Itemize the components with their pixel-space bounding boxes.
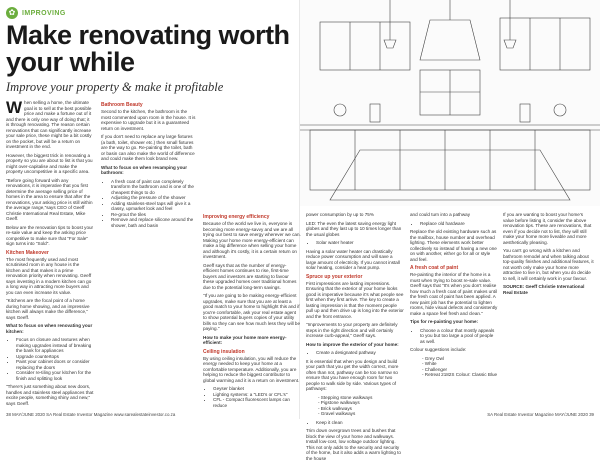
list-item: • Choose a colour that mostly appeals to you but too large a pool of people as well. xyxy=(420,328,498,345)
article-column-6 xyxy=(503,212,595,298)
subheading: Spruce up your exterior xyxy=(306,273,363,280)
leaf-icon: ✿ xyxy=(6,7,18,19)
body-text: "There's just something about new doors, handles and stainless steel appliances that excite people, something shiny and new," says Geeff. xyxy=(6,384,94,406)
list-item: - Pigstone walkways xyxy=(318,400,360,405)
body-text: First impressions are lasting impressions. Ensuring that the exterior of your home looks good is imperative because it's what people see first when they first arrive. The key to create a lasting impression is that the moment people pull up and then drive up is long into the exterior and the front entrance. xyxy=(306,280,404,319)
subheading: A fresh coat of paint xyxy=(410,265,459,271)
footer-right: SA Real Estate Investor Magazine MAY/JUNE 2020 39 xyxy=(487,412,594,417)
bullet-list xyxy=(306,350,404,356)
list-item: • Focus on closure and textures when making upgrades instead of breaking the bank for appliances xyxy=(16,337,94,354)
body-text: hen selling a home, the ultimate goal is to sell at the best possible price and make a fortune out of it and there is only one way of doing that; it is through renovating. The reason certain renovations that can significantly increase your sale price, these might be a bit costly on the pocket, but will be a return on investment in the end. xyxy=(6,100,92,149)
list-item: - Gravel walkways xyxy=(318,411,356,416)
bullet-list xyxy=(6,337,94,381)
list-heading: What to focus on when renovating your kitchen: xyxy=(6,323,93,334)
list-item: • Create a designated pathway xyxy=(316,350,404,356)
body-text: By using ceiling insulation, you will reduce the energy needed to keep your home at a comfortable temperature. Additionally, you are helping to reduce the biggest contributor to global warming and it is a return on investment. xyxy=(203,355,300,383)
body-text: Because of the world we live in, everyone is becoming more energy-savvy and we are all trying our best to save energy wherever we can. Making your home more energy-efficient can make a big difference when selling your home and although it's costly, it is a certain return on investment. xyxy=(203,221,301,259)
list-heading: Tips for re-painting your home: xyxy=(410,319,479,324)
article-column-3 xyxy=(203,212,301,411)
list-item: • Geyser blanket xyxy=(213,386,301,392)
list-item: - Retreat 2182S Colour: Classic Blue xyxy=(422,372,498,377)
body-text: However, the biggest trick in renovating a property so you are about to list is that you might over-capitalise and make the property uncompetitive in a specific area. xyxy=(6,152,93,174)
page-footer xyxy=(0,410,600,419)
list-item: • Adjusting the pressure of the shower xyxy=(111,195,197,201)
bullet-list xyxy=(410,221,498,227)
list-item: - Grey Owl xyxy=(422,355,444,361)
body-text: It is essential that when you design and build your path that you get the width correct, more often than not, pathway can be too narrow so ensure that you have enough room for two people to walk side by side. Various types of pathways: xyxy=(306,358,399,391)
article-column-1 xyxy=(6,100,94,409)
article-column-2 xyxy=(101,100,197,231)
bullet-list xyxy=(306,420,404,426)
source-credit: SOURCE: Geeff Christie International Real Estate xyxy=(503,284,585,295)
body-text: "Kitchens are the focal point of a home during home showing, and an impressive kitchen will always make the difference," says Geeff. xyxy=(6,298,90,320)
body-text: LED: The even the latest saving energy light globes and they last up to 10 times longer than the usual globes xyxy=(306,220,402,237)
subheading: Improving energy efficiency xyxy=(203,214,270,220)
list-item: • Solar water heater xyxy=(316,240,404,246)
list-item: • Upgrade countertops xyxy=(16,354,94,360)
list-heading: What to focus on when revamping your bathroom: xyxy=(101,164,188,175)
body-text: The most frequently used and most scrutinised room in any house is the kitchen and that makes it a prime renovation priority when renovating. Geeff says investing in a modern kitchen can go a long way in attracting more buyers and you can even increase its value. xyxy=(6,256,92,295)
list-item: • Keep it clean xyxy=(316,420,404,426)
deck: Improve your property & make it profitable xyxy=(6,80,224,94)
body-text: Re-painting the interior of the home is a must when trying to boost re-sale value. Geeff says that "It's when you don't realise how much a fresh coat of paint makes until the fresh coat of paint has been applied. A new paint job has the potential to lighten rooms, hide visual defects and consistently make a space feel fresh and clean." xyxy=(410,272,498,316)
article-column-4 xyxy=(306,212,404,464)
body-text: "Improvements to your property are definitely steps in the right direction and will certainly increase curb-appeal," Geeff says. xyxy=(306,322,398,338)
body-text: Second to the kitchen, the bathroom is the most commented upon room in the house. It is expensive to upgrade but it is a guaranteed return on investment. xyxy=(101,109,196,131)
section-label: IMPROVING xyxy=(22,9,66,17)
body-text: If you are wanting to boost your home's value before listing it, consider the above renovation tips. These are renovations, that even if you decide not to list, they will still make your home more liveable and more aesthetically pleasing. xyxy=(503,212,592,245)
body-text: Colour suggestions include: xyxy=(410,347,467,352)
list-item: • Remove and replace silicone around the shower, bath and basin xyxy=(111,217,197,228)
body-text: and could turn into a pathway xyxy=(410,212,471,217)
list-item: • Replace old hardware xyxy=(420,221,498,227)
body-text: Below are the renovation tips to boost your re-sale value and keep the asking price competitive to make sure that "For Sale" sign turns into "Sold". xyxy=(6,224,94,246)
kitchen-sketch-image xyxy=(300,0,600,206)
subheading: Kitchen Makeover xyxy=(6,249,49,256)
list-item: • Paint your cabinet doors or consider replacing the doors xyxy=(16,359,94,370)
subheading: Bathroom Beauty xyxy=(101,102,143,108)
body-text: "Before going forward with any renovations, it is imperative that you first determine the average selling price of homes in the area to ensure that after the renovations, your asking price is still within the average range,"says CEO of Geeff Christie International Real Estate, Mike Geeff. xyxy=(6,177,93,221)
body-text: "If you are going to be making energy-efficient upgrades, make sure that you are at least a good match to your home to highlight this and if you're comfortable, ask your real estate agent to show potential buyers copies of your utility bills so they can see how much less they will be paying." xyxy=(203,293,301,331)
bullet-list xyxy=(203,386,301,408)
bullet-list xyxy=(101,179,197,229)
body-text: Geeff says that as the number of energy-efficient homes continues to rise, first-time buyers and investors are starting to favour these upgraded homes over traditional homes due to the potential long-term savings. xyxy=(203,262,297,290)
drop-cap: W xyxy=(6,98,23,117)
headline: Make renovating worth your while xyxy=(6,20,290,77)
list-item: - White xyxy=(422,361,437,366)
body-text: Trim down overgrown trees and bushes that block the view of your home and walkways. Install low-cost, low voltage outdoor lighting. This not only adds to the security and security of the home, but it also adds a warm lighting to the house xyxy=(306,428,401,461)
body-text: You can't go wrong with a kitchen and bathroom remodel and when talking about top-quality finishes and additional features, it not worth only make your home more attractive to live in, but when you do decide to sell, it will certainly work in your favour. xyxy=(503,248,594,281)
bullet-list xyxy=(306,240,404,246)
body-text: Replace the old existing hardware such as the mailbox, house number and overhead lighting. These elements work better collectively so instead of having a new one on with another, either go for all or style and feel. xyxy=(410,229,497,262)
list-item: • A fresh coat of paint can completely transform the bathroom and is one of the cheapest things to do xyxy=(111,179,197,196)
list-item: • CFL - Compact fluorescent lamps can reduce xyxy=(213,397,301,408)
list-item: • Lighting systems: a "LED's or CFL's" xyxy=(213,392,301,398)
footer-left: 38 MAY/JUNE 2020 SA Real Estate Investor Magazine www.sarealestateinvestor.co.za xyxy=(6,412,176,417)
body-text: power consumption by up to 75% xyxy=(306,212,374,217)
list-item: • Adding stainless-steel taps will give it a classy, upmarket look and feel xyxy=(111,201,197,212)
list-item: - Brick walkways xyxy=(318,405,352,411)
list-item: - Stepping stone walkways xyxy=(318,394,373,400)
sub-list xyxy=(410,356,498,378)
list-heading: How to improve the exterior of your home: xyxy=(306,341,399,347)
list-item: • Consider re-tiling your kitchen for the finish and splitting look xyxy=(16,370,94,381)
list-heading: How to make your home more energy-efficient: xyxy=(203,334,287,345)
section-tag xyxy=(6,6,66,20)
subheading: Ceiling insulation xyxy=(203,348,245,355)
article-column-5 xyxy=(410,212,498,378)
body-text: If you don't need to replace any large fixtures (a bath, toilet, shower etc.) then small fixtures are the way to go. Re-painting the toilet, bath or basin can also make the world of difference and could make them look brand new. xyxy=(101,134,195,161)
list-item: - Challenger xyxy=(422,366,448,372)
bullet-list xyxy=(410,328,498,345)
body-text: Having a solar water heater can drastically reduce power consumption and will save a large amount of electricity. If you cannot install solar heating, consider a heat pump. xyxy=(306,248,400,270)
list-item: • Re-grout the tiles xyxy=(111,212,197,218)
